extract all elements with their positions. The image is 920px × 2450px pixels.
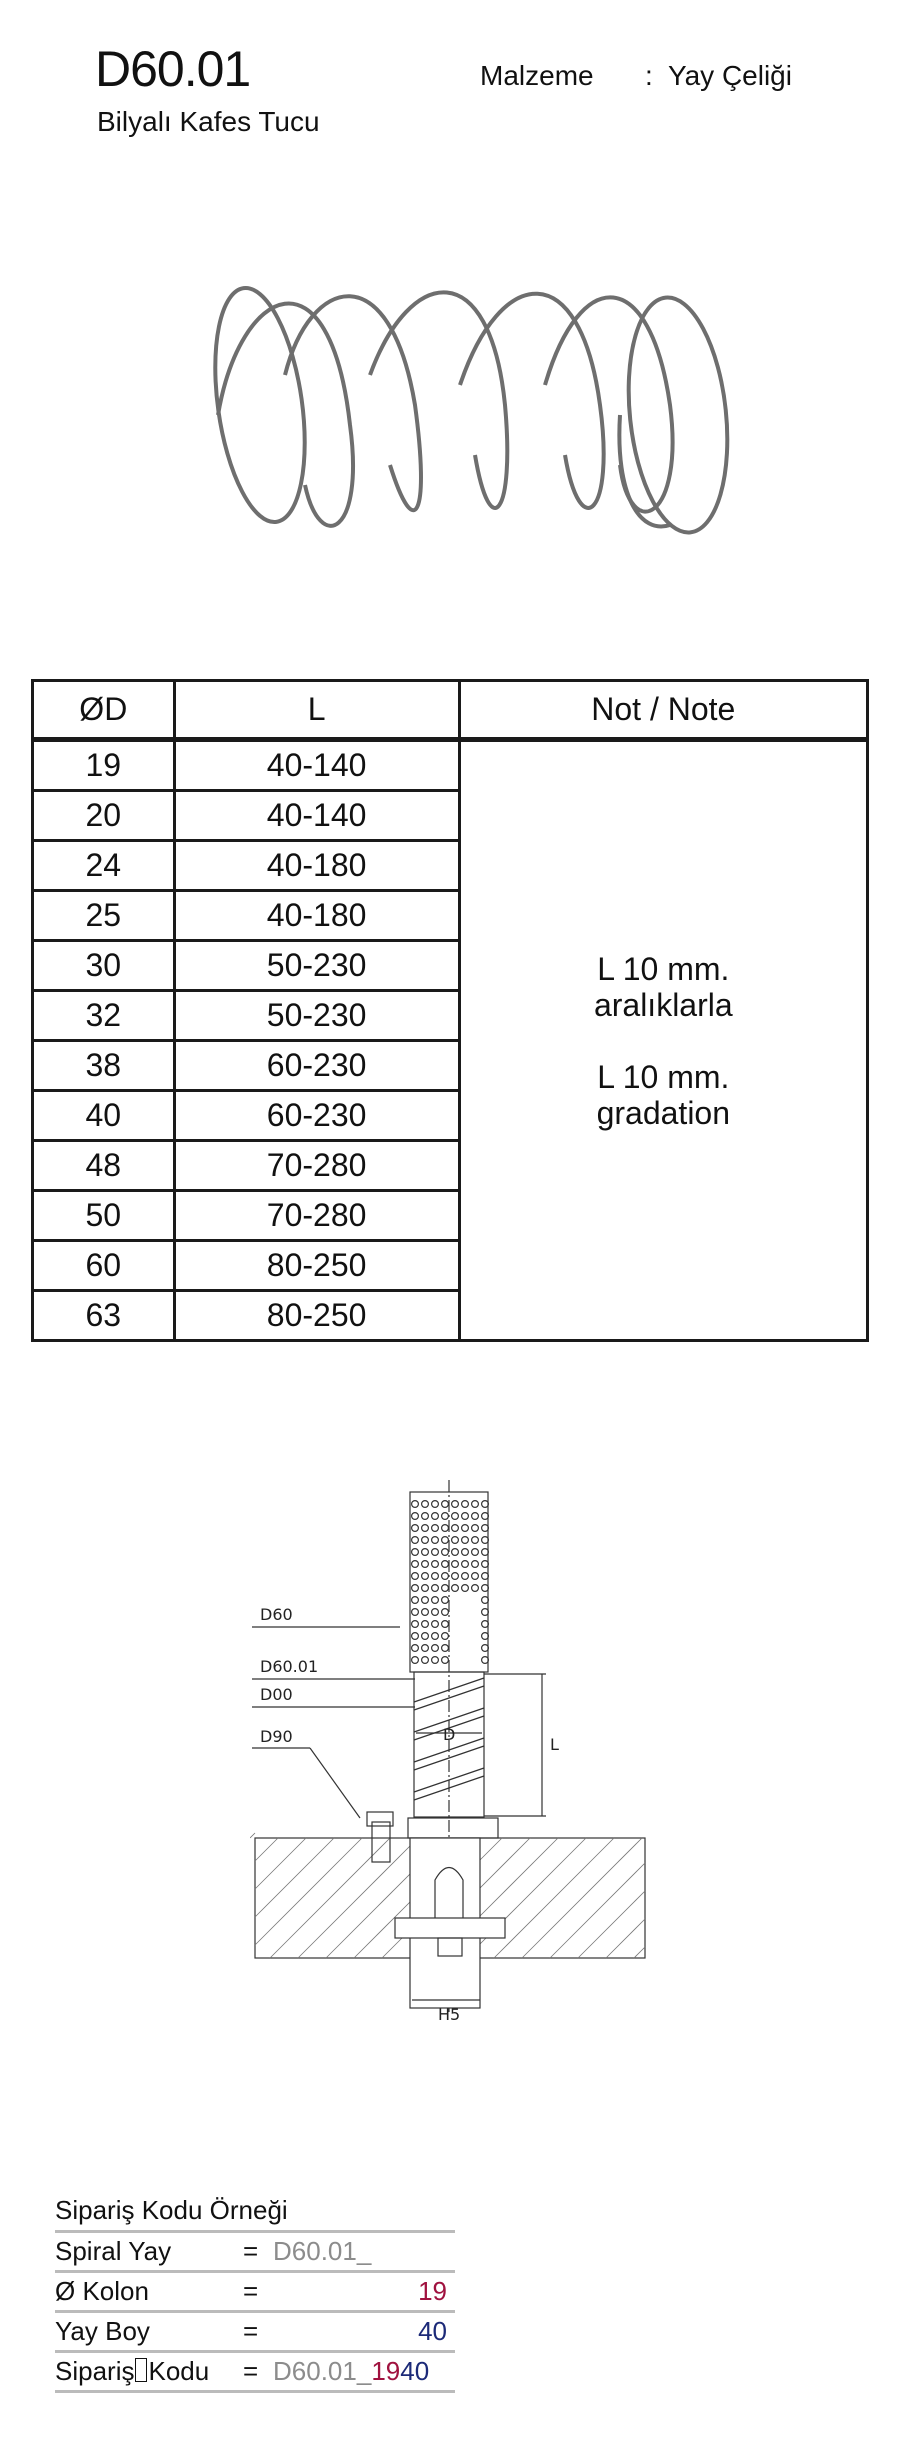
ball (422, 1513, 429, 1520)
note-tr-1: L 10 mm. (597, 950, 730, 987)
ball (472, 1573, 479, 1580)
ball (452, 1573, 459, 1580)
cell-length: 50-230 (174, 991, 459, 1041)
label-h5: H5 (438, 2005, 461, 2024)
ball (472, 1525, 479, 1532)
ball (442, 1657, 449, 1664)
table-row (33, 740, 868, 791)
ball (432, 1513, 439, 1520)
ball (482, 1645, 489, 1652)
ball (482, 1561, 489, 1568)
spring-photo (200, 255, 760, 545)
cell-length: 40-180 (174, 891, 459, 941)
ball (422, 1561, 429, 1568)
assembly-drawing (250, 1470, 650, 2030)
code-diameter: 19 (371, 2356, 401, 2386)
ball (432, 1633, 439, 1640)
ball (482, 1513, 489, 1520)
ball (432, 1645, 439, 1652)
ball (452, 1549, 459, 1556)
ball (482, 1537, 489, 1544)
ball (482, 1657, 489, 1664)
ball (452, 1561, 459, 1568)
ball (412, 1633, 419, 1640)
hatch-line (255, 1838, 306, 1889)
ball (422, 1585, 429, 1592)
ball (422, 1549, 429, 1556)
ball (442, 1645, 449, 1652)
equals-sign: = (243, 2356, 259, 2386)
ball (482, 1609, 489, 1616)
ball (412, 1561, 419, 1568)
note-tr-2: aralıklarla (593, 986, 733, 1023)
ball (412, 1657, 419, 1664)
order-label: Yay Boy (55, 2316, 150, 2346)
order-row-column (55, 2273, 455, 2313)
ball (422, 1633, 429, 1640)
ball (462, 1561, 469, 1568)
ball (412, 1549, 419, 1556)
hatch-line (255, 1838, 362, 1945)
code-prefix: D60.01_ (273, 2356, 372, 2386)
cell-length: 80-250 (174, 1291, 459, 1341)
ball (432, 1609, 439, 1616)
cell-diameter: 25 (33, 891, 175, 941)
header-diameter: ØD (33, 681, 175, 740)
ball (412, 1621, 419, 1628)
ball (462, 1501, 469, 1508)
cell-diameter: 40 (33, 1091, 175, 1141)
material-value: Yay Çeliği (668, 60, 792, 91)
ball (422, 1573, 429, 1580)
cell-length: 40-180 (174, 841, 459, 891)
order-value: 19 (418, 2276, 447, 2306)
ball (432, 1525, 439, 1532)
cell-length: 80-250 (174, 1241, 459, 1291)
ball (482, 1501, 489, 1508)
label-d90: D90 (260, 1727, 293, 1746)
ball (472, 1585, 479, 1592)
ball (472, 1549, 479, 1556)
code-length: 40 (400, 2356, 430, 2386)
order-row-spring (55, 2233, 455, 2273)
cell-diameter: 24 (33, 841, 175, 891)
ball (432, 1561, 439, 1568)
ball (442, 1621, 449, 1628)
cell-length: 70-280 (174, 1191, 459, 1241)
hatch-line (550, 1863, 645, 1958)
hatch-line (255, 1838, 278, 1861)
ball (432, 1573, 439, 1580)
ball (412, 1501, 419, 1508)
label-d00: D00 (260, 1685, 293, 1704)
product-name: Bilyalı Kafes Tucu (97, 106, 320, 137)
ball (442, 1513, 449, 1520)
equals-sign: = (243, 2276, 259, 2306)
ball (432, 1597, 439, 1604)
cell-diameter: 48 (33, 1141, 175, 1191)
ball (432, 1585, 439, 1592)
ball (442, 1549, 449, 1556)
cell-diameter: 38 (33, 1041, 175, 1091)
ball (412, 1609, 419, 1616)
ball (472, 1513, 479, 1520)
ball (432, 1501, 439, 1508)
ball (442, 1525, 449, 1532)
ball (462, 1537, 469, 1544)
hatch-line (606, 1919, 645, 1958)
note-en-1: L 10 mm. (597, 1058, 730, 1095)
ball (422, 1537, 429, 1544)
ball (482, 1525, 489, 1532)
label-d6001: D60.01 (260, 1657, 319, 1676)
ball (462, 1573, 469, 1580)
cell-diameter: 60 (33, 1241, 175, 1291)
ball (432, 1549, 439, 1556)
missing-glyph-box (135, 2358, 147, 2382)
order-label: Ø Kolon (55, 2276, 149, 2306)
header-length: L (174, 681, 459, 740)
hatch-line (250, 1833, 255, 1838)
order-label: Spiral Yay (55, 2236, 172, 2266)
ball (442, 1501, 449, 1508)
ball (442, 1561, 449, 1568)
label-l: L (550, 1735, 559, 1754)
order-row-final (55, 2353, 455, 2393)
equals-sign: = (243, 2236, 259, 2266)
cell-length: 60-230 (174, 1041, 459, 1091)
ball (462, 1525, 469, 1532)
ball (412, 1597, 419, 1604)
ball (472, 1561, 479, 1568)
order-title: Sipariş Kodu Örneği (55, 2190, 455, 2233)
ball (442, 1573, 449, 1580)
cell-length: 60-230 (174, 1091, 459, 1141)
ball (422, 1525, 429, 1532)
note-gap (461, 1023, 866, 1059)
ball (442, 1585, 449, 1592)
ball (442, 1537, 449, 1544)
cell-diameter: 50 (33, 1191, 175, 1241)
ball (482, 1621, 489, 1628)
ball (412, 1573, 419, 1580)
ball (472, 1537, 479, 1544)
cell-diameter: 19 (33, 740, 175, 791)
cell-note (459, 740, 867, 1341)
order-label-a: Sipariş (55, 2356, 135, 2386)
ball (432, 1621, 439, 1628)
ball (472, 1501, 479, 1508)
ball (452, 1585, 459, 1592)
label-d60: D60 (260, 1605, 293, 1624)
order-code-example (55, 2190, 455, 2393)
ball (412, 1525, 419, 1532)
ball (462, 1585, 469, 1592)
order-row-length (55, 2313, 455, 2353)
ball (422, 1597, 429, 1604)
ball (422, 1621, 429, 1628)
ball (452, 1513, 459, 1520)
ball (412, 1513, 419, 1520)
ball (462, 1513, 469, 1520)
material-colon: : (645, 60, 653, 91)
ball (482, 1597, 489, 1604)
order-value: D60.01_ (273, 2236, 372, 2266)
ball (412, 1537, 419, 1544)
cell-length: 40-140 (174, 740, 459, 791)
ball (422, 1645, 429, 1652)
ball (482, 1585, 489, 1592)
ball (412, 1585, 419, 1592)
cell-diameter: 63 (33, 1291, 175, 1341)
cell-length: 70-280 (174, 1141, 459, 1191)
label-d: D (443, 1725, 456, 1744)
ball (452, 1537, 459, 1544)
ball (442, 1597, 449, 1604)
spec-table (31, 679, 869, 1342)
cell-diameter: 30 (33, 941, 175, 991)
ball (482, 1549, 489, 1556)
cell-diameter: 32 (33, 991, 175, 1041)
order-final-code (273, 2353, 447, 2390)
order-value: 40 (418, 2316, 447, 2346)
ball (462, 1549, 469, 1556)
header-note: Not / Note (459, 681, 867, 740)
order-label-b: Kodu (148, 2356, 210, 2386)
cell-length: 40-140 (174, 791, 459, 841)
product-code: D60.01 (95, 41, 251, 97)
ball (442, 1633, 449, 1640)
note-en-2: gradation (596, 1094, 731, 1131)
hatch-line (578, 1891, 645, 1958)
ball (432, 1537, 439, 1544)
ball (412, 1645, 419, 1652)
hatch-line (634, 1947, 645, 1958)
cell-length: 50-230 (174, 941, 459, 991)
cell-diameter: 20 (33, 791, 175, 841)
ball (482, 1633, 489, 1640)
equals-sign: = (243, 2316, 259, 2346)
table-header-row (33, 681, 868, 740)
ball (422, 1657, 429, 1664)
ball (422, 1501, 429, 1508)
ball (442, 1609, 449, 1616)
ball (432, 1657, 439, 1664)
ball (422, 1609, 429, 1616)
ball (452, 1501, 459, 1508)
material-label: Malzeme (480, 60, 594, 91)
ball (452, 1525, 459, 1532)
ball (482, 1573, 489, 1580)
